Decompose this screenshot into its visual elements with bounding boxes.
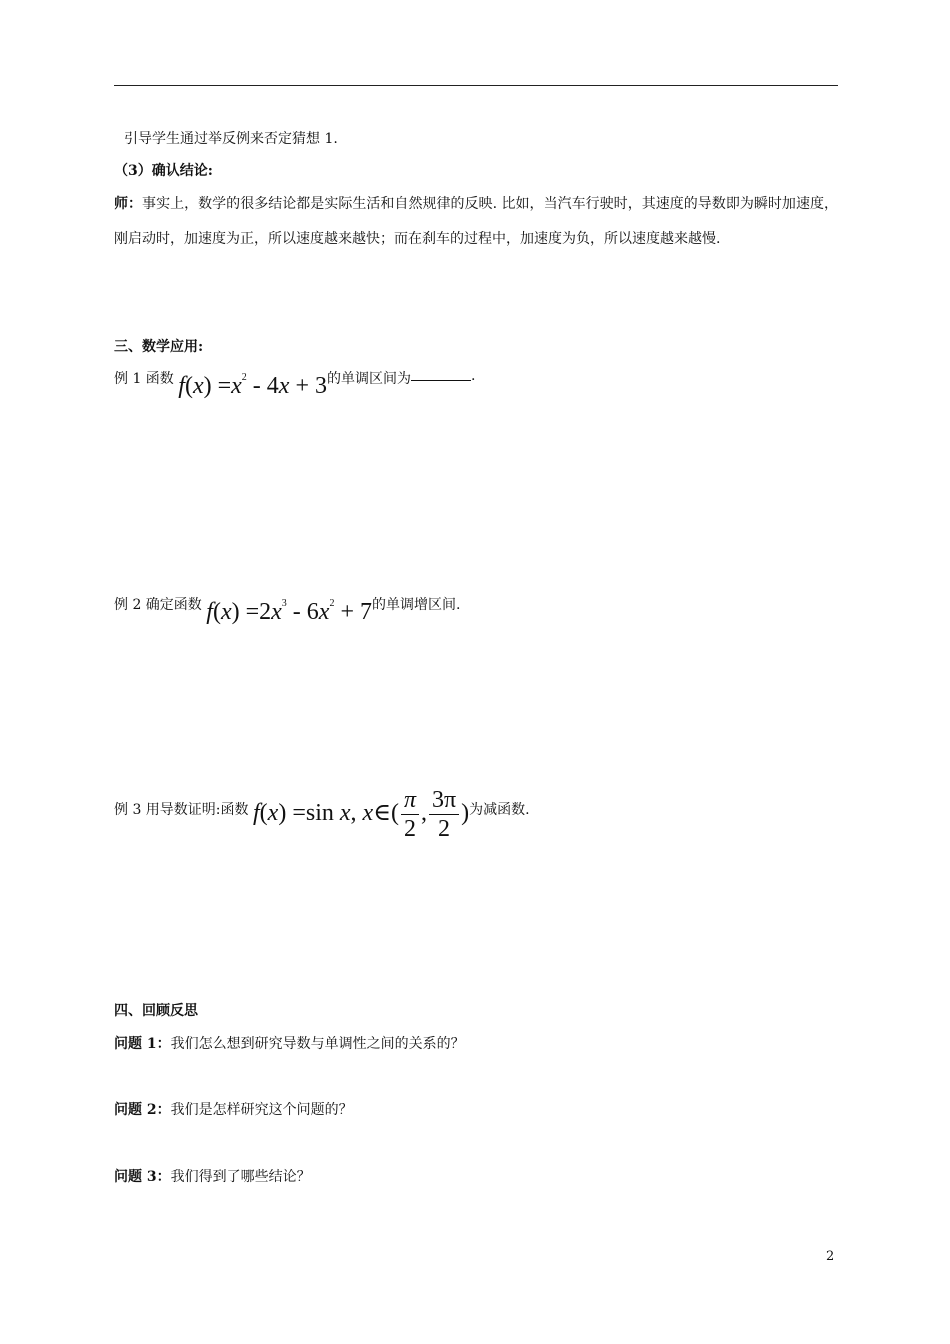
fraction-3pi-over-2: $\frac{3\pi}{2}$	[429, 786, 459, 843]
example1-suffix: 的单调区间为	[327, 371, 411, 387]
section-math-app-heading: 三、数学应用:	[114, 339, 204, 355]
example2-prefix: 例 2 确定函数	[114, 597, 202, 613]
intro-line: 引导学生通过举反例来否定猜想 1.	[124, 131, 338, 147]
question-3: 问题 3：我们得到了哪些结论？	[114, 1169, 311, 1185]
example3-suffix: 为减函数.	[469, 801, 530, 818]
section3-heading: （3）确认结论:	[114, 163, 213, 179]
example1-answer-blank[interactable]	[411, 368, 471, 381]
example2-suffix: 的单调增区间.	[372, 597, 461, 613]
section-review-heading: 四、回顾反思	[114, 1003, 198, 1019]
header-rule	[114, 85, 838, 86]
example3	[114, 786, 530, 843]
example3-prefix: 例 3 用导数证明:函数	[114, 801, 249, 818]
example1-prefix: 例 1 函数	[114, 371, 174, 387]
teacher-text: 事实上，数学的很多结论都是实际生活和自然规律的反映. 比如，当汽车行驶时，其速度的导数即为瞬时加速度，刚启动时，加速度为正，所以速度越来越快；而在刹车的过程中，加速度为负，所以速度越来越慢.	[114, 196, 838, 247]
example1: 例 1 函数 $f(x) =x^2 - 4x + 3$的单调区间为 .	[114, 368, 476, 399]
example3-formula: f(x) =sin x, x∈( $\frac{\pi}{2}$ , $\frac{3\pi}{2}$ )	[252, 787, 470, 842]
example2	[114, 594, 461, 625]
page-number: 2	[826, 1249, 835, 1264]
example1-formula: $f(x) =x^2 - 4x + 3$	[178, 372, 327, 399]
teacher-label: 师：	[114, 196, 143, 212]
fraction-pi-over-2: $\frac{\pi}{2}$	[401, 786, 419, 843]
question-2: 问题 2：我们是怎样研究这个问题的？	[114, 1102, 353, 1118]
question-1: 问题 1：我们怎么想到研究导数与单调性之间的关系的？	[114, 1036, 465, 1052]
example2-formula: $f(x) =2x^3 - 6x^2 + 7$	[206, 598, 372, 625]
teacher-paragraph	[114, 187, 838, 257]
